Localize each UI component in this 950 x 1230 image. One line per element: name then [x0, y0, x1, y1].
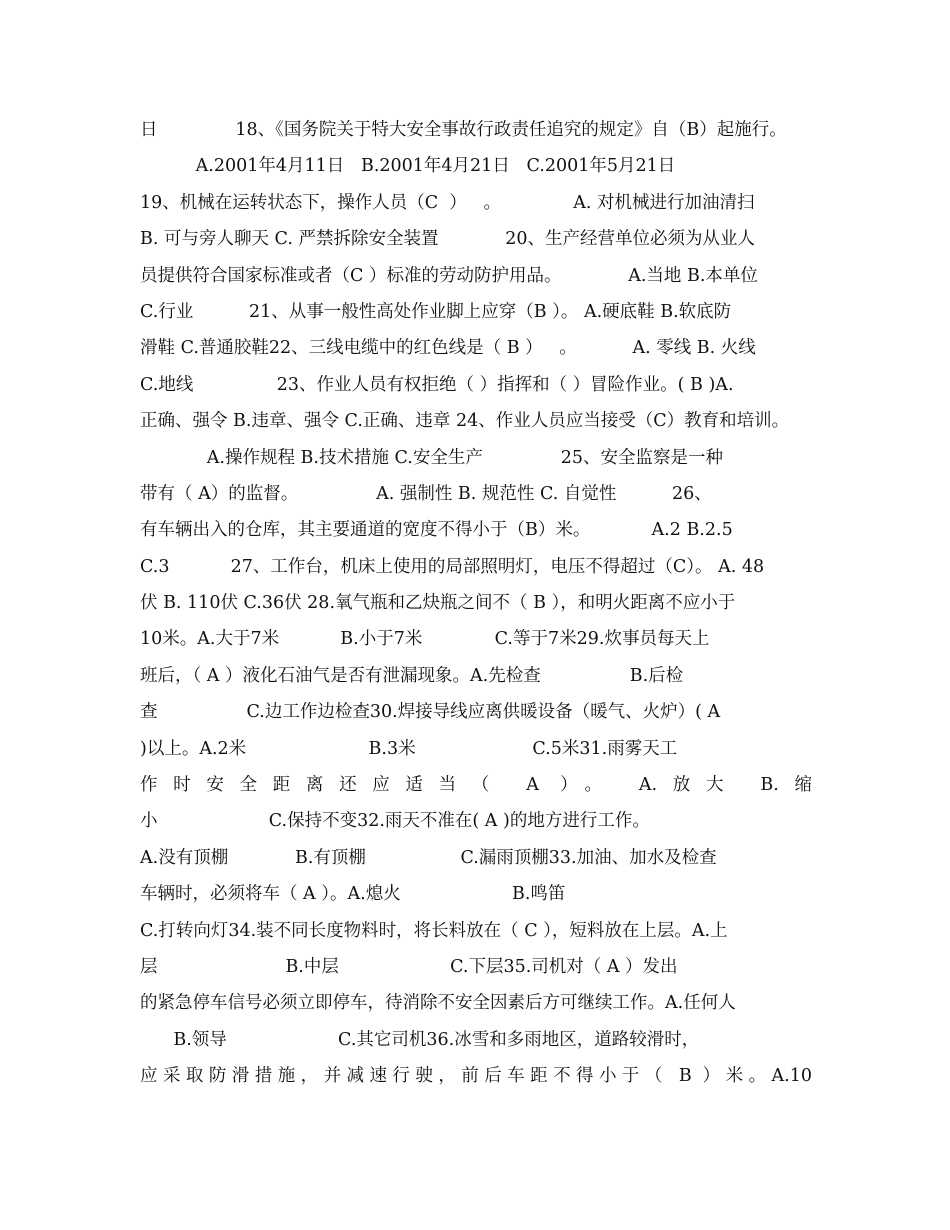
text-line: 有车辆出入的仓库，其主要通道的宽度不得小于（B）米。 A.2 B.2.5	[140, 520, 733, 541]
text-line: A.没有顶棚 B.有顶棚 C.漏雨顶棚33.加油、加水及检查	[140, 847, 717, 868]
text-line: B. 可与旁人聊天 C. 严禁拆除安全装置 20、生产经营单位必须为从业人	[140, 229, 755, 250]
text-line: 的紧急停车信号必须立即停车，待消除不安全因素后方可继续工作。A.任何人	[140, 993, 736, 1014]
text-line: 滑鞋 C.普通胶鞋22、三线电缆中的红色线是（ B ） 。 A. 零线 B. 火线	[140, 338, 756, 359]
text-line: 小 C.保持不变32.雨天不准在( A )的地方进行工作。	[140, 811, 650, 832]
text-line: 车辆时，必须将车（ A ）。A.熄火 B.鸣笛	[140, 884, 566, 905]
text-line: 日 18、《国务院关于特大安全事故行政责任追究的规定》自（B）起施行。	[140, 120, 787, 140]
text-line: 带有（ A）的监督。 A. 强制性 B. 规范性 C. 自觉性 26、	[140, 483, 712, 504]
text-line: 层 B.中层 C.下层35.司机对（ A ）发出	[140, 956, 678, 977]
text-line: B.领导 C.其它司机36.冰雪和多雨地区，道路较滑时，	[140, 1029, 700, 1050]
text-line: 查 C.边工作边检查30.焊接导线应离供暖设备（暖气、火炉）( A	[140, 702, 721, 723]
text-line: C.行业 21、从事一般性高处作业脚上应穿（B ）。 A.硬底鞋 B.软底防	[140, 301, 732, 322]
text-line: )以上。A.2米 B.3米 C.5米31.雨雾天工	[140, 738, 678, 759]
text-line: 员提供符合国家标准或者（C ）标准的劳动防护用品。 A.当地 B.本单位	[140, 265, 758, 286]
text-line: A.2001年4月11日 B.2001年4月21日 C.2001年5月21日	[140, 156, 676, 177]
text-line: 伏 B. 110伏 C.36伏 28.氧气瓶和乙炔瓶之间不（ B ），和明火距离不应小于	[140, 593, 736, 614]
document-body	[140, 112, 812, 1095]
text-line: A.操作规程 B.技术措施 C.安全生产 25、安全监察是一种	[140, 447, 723, 468]
text-line: C.3 27、工作台，机床上使用的局部照明灯，电压不得超过（C）。 A. 48	[140, 556, 765, 577]
text-line: 10米。A.大于7米 B.小于7米 C.等于7米29.炊事员每天上	[140, 629, 710, 650]
text-line: 19、机械在运转状态下，操作人员（C ） 。 A. 对机械进行加油清扫	[140, 192, 755, 213]
text-line: 应采取防滑措施，并减速行驶，前后车距不得小于（ B ）米。A.10	[140, 1066, 812, 1087]
text-line: C.地线 23、作业人员有权拒绝（ ）指挥和（ ）冒险作业。( B )A.	[140, 374, 734, 395]
text-line: 班后，（ A ）液化石油气是否有泄漏现象。A.先检查 B.后检	[140, 665, 684, 686]
text-line: 作时安全距离还应适当（ A ）。 A.放大 B.缩	[140, 775, 812, 796]
text-line: C.打转向灯34.装不同长度物料时，将长料放在（ C ），短料放在上层。A.上	[140, 920, 728, 941]
text-line: 正确、强令 B.违章、强令 C.正确、违章 24、作业人员应当接受（C）教育和培训。	[140, 411, 790, 432]
